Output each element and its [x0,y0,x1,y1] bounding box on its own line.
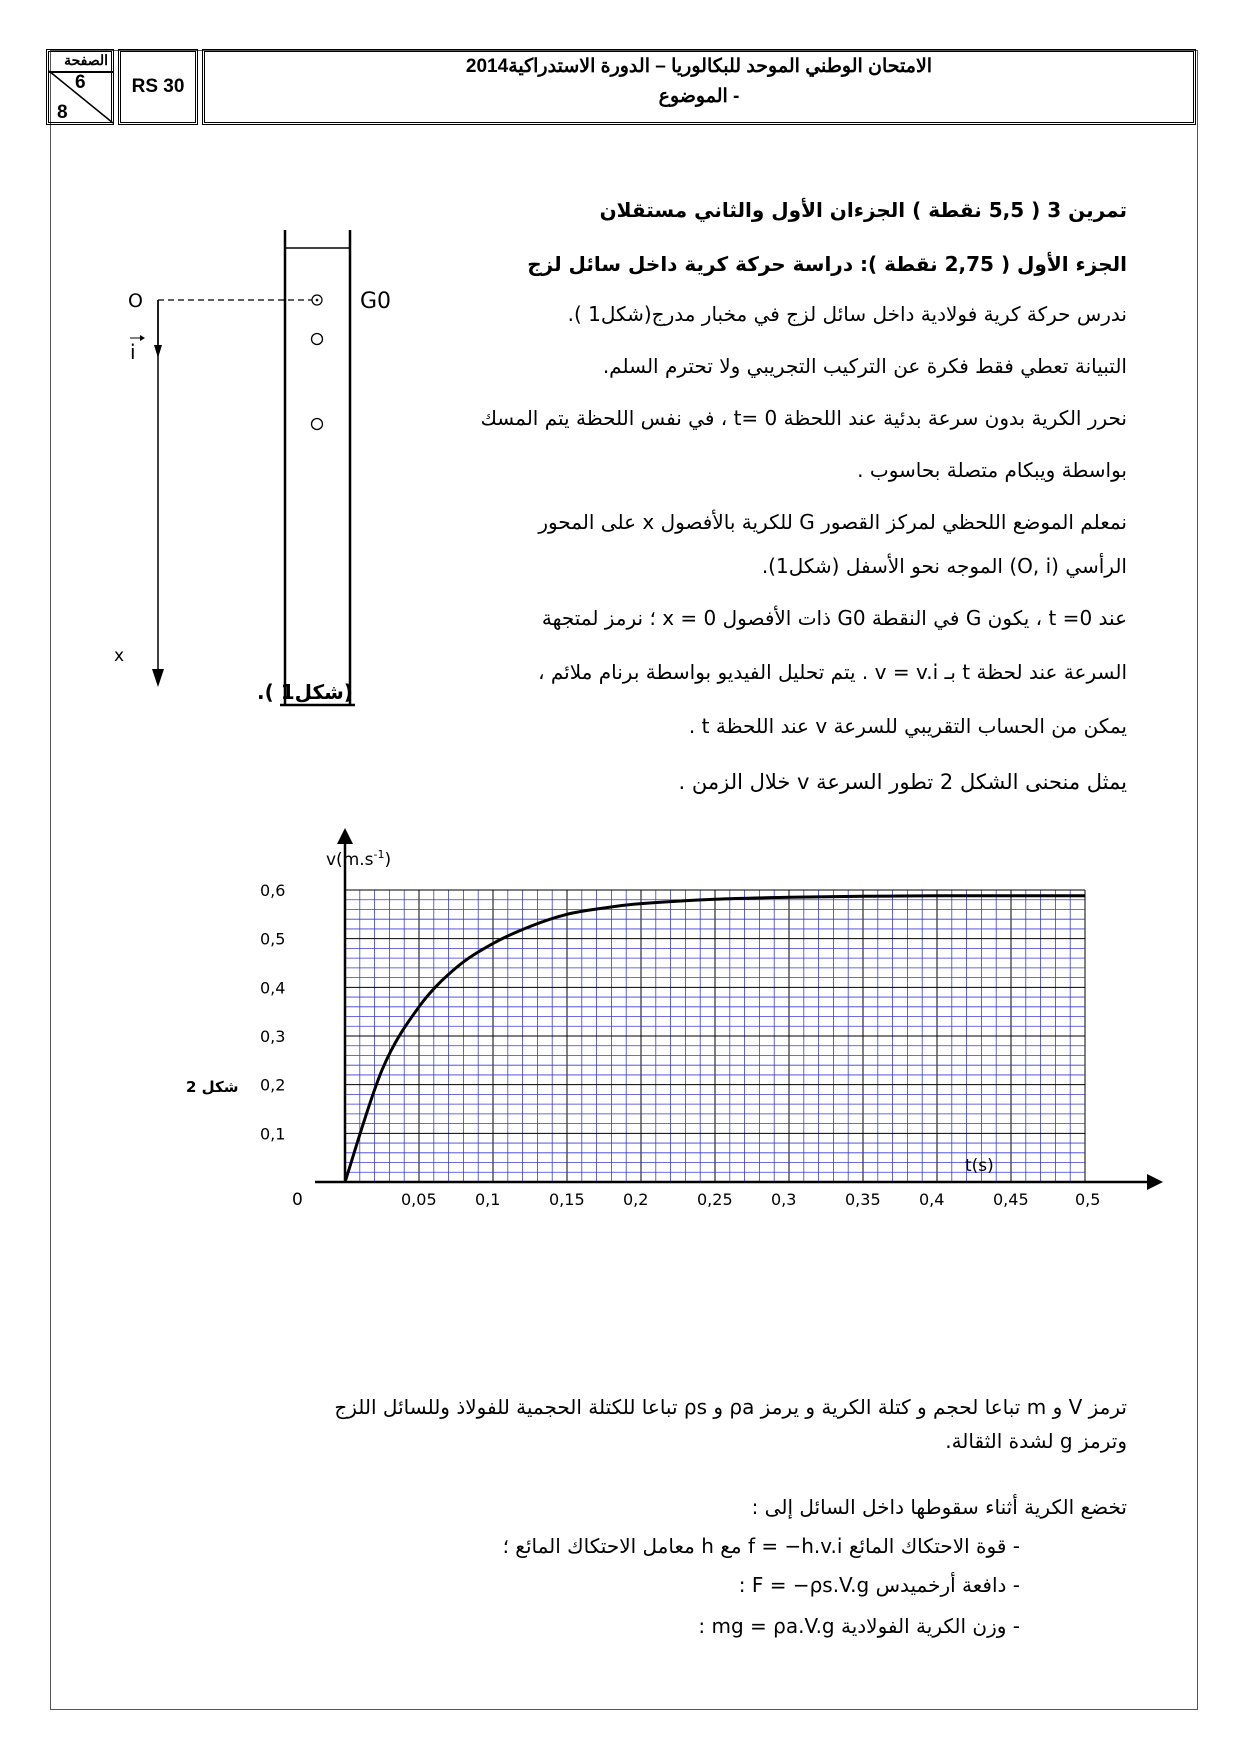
exam-title-line1: الامتحان الوطني الموحد للبكالوريا – الدورة الاستدراكية2014 [465,56,933,77]
ball-position-3 [312,419,323,430]
force-archimedes: - دافعة أرخميدس F = −ρs.V.g : [738,1573,1020,1597]
force-weight: - وزن الكرية الفولادية mg = ρa.V.g : [698,1614,1020,1638]
unit-vector-label: i [130,340,136,364]
exam-title-line2: - الموضوع [658,86,740,107]
exam-code: RS 30 [118,49,198,125]
axis-x-label: x [114,646,125,666]
forces-intro: تخضع الكرية أثناء سقوطها داخل السائل إلى : [751,1495,1127,1519]
chart-grid [345,890,1085,1182]
text-line-7: عند t =0 ، يكون G في النقطة G0 ذات الأفصول x = 0 ؛ نرمز لمتجهة [541,606,1127,630]
page-label: الصفحة [64,52,108,68]
x-tick-label: 0,05 [401,1190,437,1209]
text-after-1: ترمز V و m تباعا لحجم و كتلة الكرية و يرمز ρa و ρs تباعا للكتلة الحجمية للفولاذ وللسائل اللزج [334,1395,1127,1419]
figure-2-label: شكل 2 [186,1078,239,1096]
text-line-8: السرعة عند لحظة t بـ v = v.i . يتم تحليل الفيديو بواسطة برنام ملائم ، [538,660,1127,684]
text-line-5: نمعلم الموضع اللحظي لمركز القصور G للكرية بالأفصول x على المحور [538,510,1127,534]
x-tick-label: 0,35 [845,1190,881,1209]
figure-1-caption: (شكل1 ). [257,680,353,704]
ball-position-2 [312,334,323,345]
page-header [46,49,1196,131]
x-tick-label: 0,2 [623,1190,649,1209]
text-line-1: ندرس حركة كرية فولادية داخل سائل لزج في مخبار مدرج(شكل1 ). [567,302,1127,326]
x-tick-label: 0,5 [1075,1190,1101,1209]
y-tick-label: 0,2 [260,1075,286,1095]
text-line-2: التبيانة تعطي فقط فكرة عن التركيب التجريبي ولا تحترم السلم. [602,354,1127,378]
x-tick-label: 0,1 [475,1190,501,1209]
chart-axes [315,828,1163,1190]
x-axis-label: t(s) [965,1156,994,1176]
velocity-chart [150,820,1160,1360]
y-tick-label: 0,4 [260,978,286,998]
y-tick-label: 0,5 [260,929,286,949]
figure-1 [114,225,392,725]
text-line-6: الرأسي (O, i) الموجه نحو الأسفل (شكل1). [761,554,1127,578]
y-axis-arrow [337,828,353,844]
text-line-4: بواسطة ويبكام متصلة بحاسوب . [857,458,1127,482]
y-tick-label: 0,6 [260,881,286,900]
page-number-box [46,49,114,125]
x-tick-label: 0,45 [993,1190,1029,1209]
y-tick-label: 0,1 [260,1124,286,1144]
point-g0-label: G0 [360,289,392,314]
exercise-title: تمرين 3 ( 5,5 نقطة ) الجزءان الأول والثاني مستقلان [599,198,1127,222]
text-line-3: نحرر الكرية بدون سرعة بدئية عند اللحظة t= 0 ، في نفس اللحظة يتم المسك [480,406,1127,430]
origin-label: O [128,290,143,312]
x-tick-label: 0,25 [697,1190,733,1209]
page-total: 8 [57,102,68,123]
x-tick-label: 0,3 [771,1190,797,1209]
x-tick-label: 0,15 [549,1190,585,1209]
y-axis-label: $v(m.s^{-1})$ [326,848,392,870]
origin-zero-label: 0 [292,1190,303,1210]
page-diagonal [49,71,113,123]
x-tick-label: 0,4 [919,1190,945,1209]
page-number: 6 [75,72,86,93]
exam-title [202,49,1196,125]
part1-title: الجزء الأول ( 2,75 نقطة ): دراسة حركة كرية داخل سائل لزج [527,252,1127,276]
text-line-9: يمكن من الحساب التقريبي للسرعة v عند اللحظة t . [688,714,1127,738]
text-line-10: يمثل منحنى الشكل 2 تطور السرعة v خلال الزمن . [678,770,1127,794]
text-after-2: وترمز g لشدة الثقالة. [945,1429,1127,1453]
force-friction: - قوة الاحتكاك المائع f = −h.v.i مع h معامل الاحتكاك المائع ؛ [502,1534,1020,1558]
y-tick-label: 0,3 [260,1027,286,1046]
